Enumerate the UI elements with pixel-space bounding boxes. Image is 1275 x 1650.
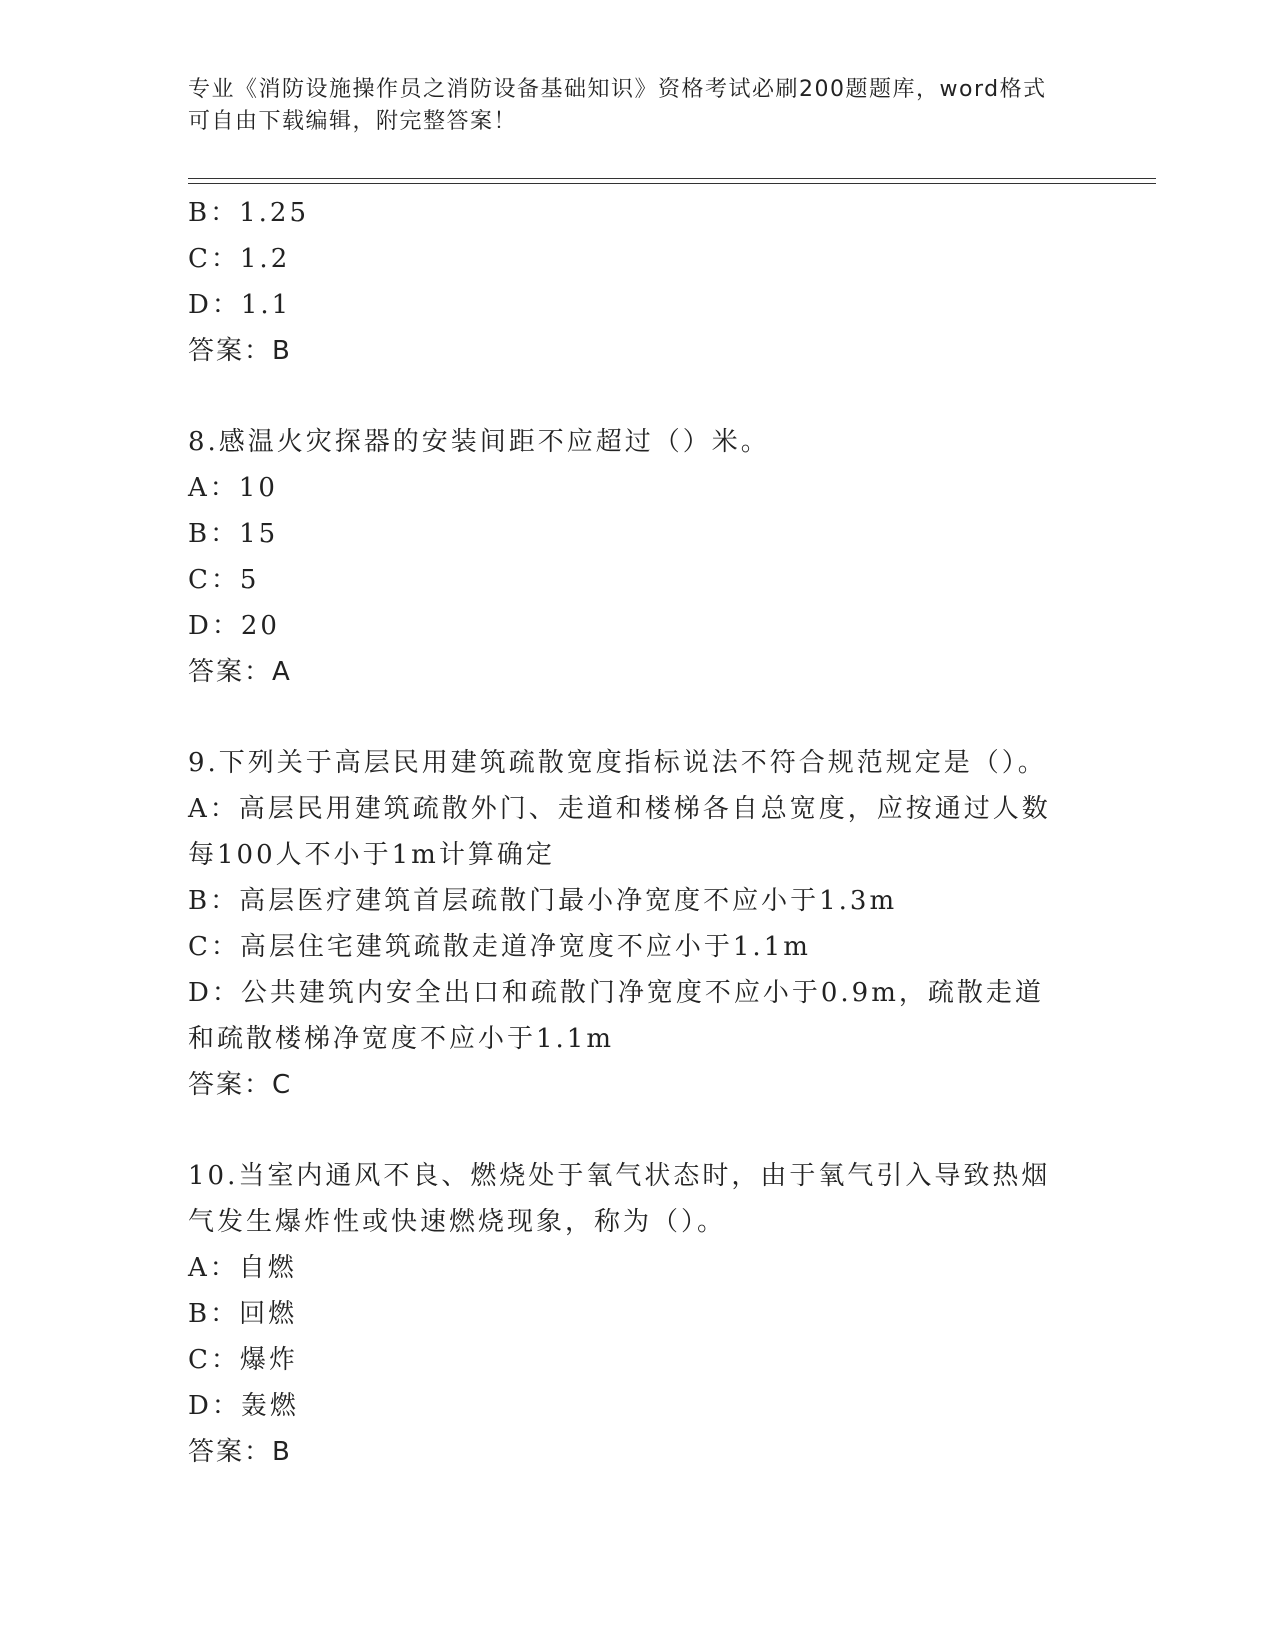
answer-label: 答案：A [188,657,292,687]
option-a: A：高层民用建筑疏散外门、走道和楼梯各自总宽度，应按通过人数每100人不小于1m计算确定 [188,794,1051,870]
question-list [188,190,1088,1475]
option-d: D：轰燃 [188,1391,299,1421]
question-9-text: 9.下列关于高层民用建筑疏散宽度指标说法不符合规范规定是（）。 [188,748,1047,778]
answer-label: 答案：B [188,336,292,366]
option-b: B：回燃 [188,1299,298,1329]
option-b: B：15 [188,519,279,549]
option-b: B：高层医疗建筑首层疏散门最小净宽度不应小于1.3m [188,886,898,916]
option-a: A：10 [188,473,278,503]
document-header: 专业《消防设施操作员之消防设备基础知识》资格考试必刷200题题库，word格式可自由下载编辑，附完整答案！ [188,77,1047,134]
option-b: B：1.25 [188,198,309,228]
option-c: C：爆炸 [188,1345,298,1375]
question-9-block [188,740,1088,1108]
header-rule-bottom [188,183,1156,184]
header-rule-top [188,178,1156,179]
option-d: D：20 [188,611,280,641]
question-8-block [188,419,1088,695]
option-c: C：1.2 [188,244,291,274]
question-10-block [188,1153,1088,1475]
option-d: D：1.1 [188,290,292,320]
option-a: A：自燃 [188,1253,297,1283]
prev-question-block [188,190,1088,374]
question-8-text: 8.感温火灾探器的安装间距不应超过（）米。 [188,427,770,457]
option-c: C：高层住宅建筑疏散走道净宽度不应小于1.1m [188,932,811,962]
answer-label: 答案：C [188,1070,293,1100]
option-d: D：公共建筑内安全出口和疏散门净宽度不应小于0.9m，疏散走道和疏散楼梯净宽度不应小于1.1m [188,978,1044,1054]
answer-label: 答案：B [188,1437,292,1467]
option-c: C：5 [188,565,260,595]
question-10-text: 10.当室内通风不良、燃烧处于氧气状态时，由于氧气引入导致热烟气发生爆炸性或快速燃烧现象，称为（）。 [188,1161,1051,1237]
